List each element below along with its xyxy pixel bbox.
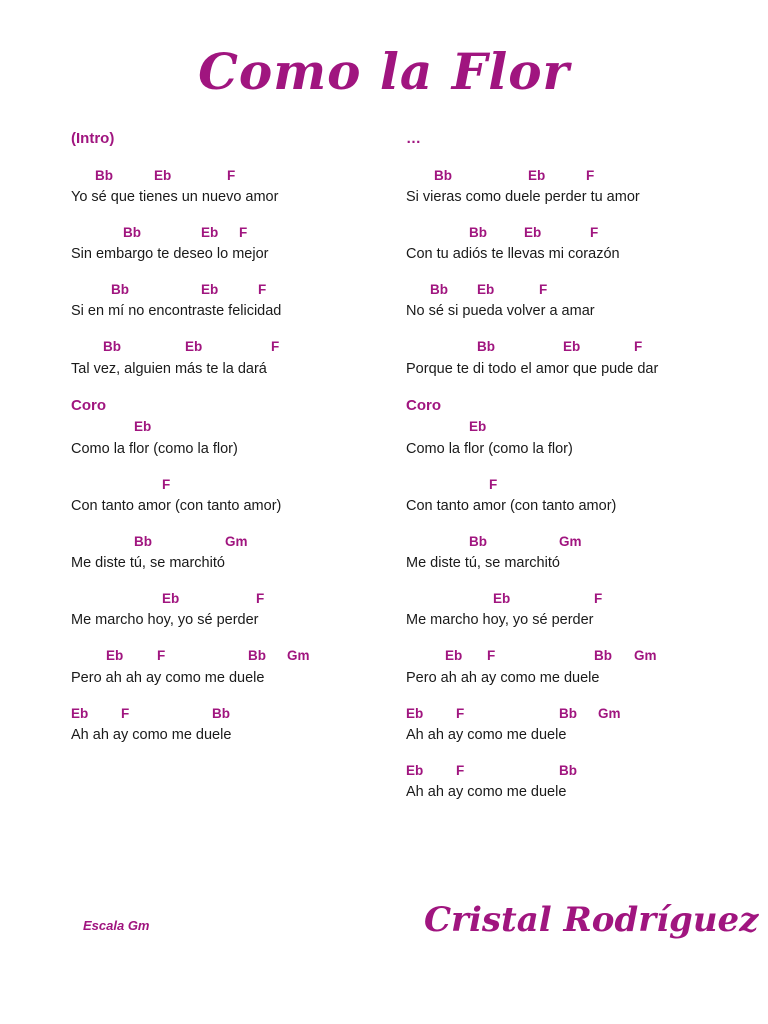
- chord: Bb: [559, 706, 577, 721]
- chord: Eb: [477, 282, 495, 297]
- chord-line: [406, 477, 736, 495]
- chord: Bb: [469, 534, 487, 549]
- chord: F: [121, 706, 130, 721]
- chord: F: [489, 477, 498, 492]
- chord: F: [590, 225, 599, 240]
- chord: F: [456, 763, 465, 778]
- chord: F: [594, 591, 603, 606]
- song-title: Como la Flor: [198, 42, 570, 101]
- chord: Eb: [406, 706, 424, 721]
- chord: F: [239, 225, 248, 240]
- lyric-line: Sin embargo te deseo lo mejor: [71, 246, 269, 262]
- lyric-line: Ah ah ay como me duele: [406, 784, 567, 800]
- chord: Bb: [434, 168, 452, 183]
- chord-line: [71, 591, 401, 609]
- chord-line: [71, 168, 401, 186]
- chord: Bb: [134, 534, 152, 549]
- chord: F: [487, 648, 496, 663]
- coro-label: Coro: [71, 397, 106, 414]
- chord: Bb: [103, 339, 121, 354]
- chord-line: [406, 648, 736, 666]
- chord: Bb: [469, 225, 487, 240]
- chord-line: [71, 419, 401, 437]
- chord: Bb: [95, 168, 113, 183]
- chord: Eb: [201, 225, 219, 240]
- chord: Bb: [477, 339, 495, 354]
- chord: F: [227, 168, 236, 183]
- chord-line: [71, 477, 401, 495]
- chord: Eb: [134, 419, 152, 434]
- chord: F: [157, 648, 166, 663]
- chord: Bb: [248, 648, 266, 663]
- chord-line: [71, 706, 401, 724]
- chord: Eb: [406, 763, 424, 778]
- lyric-line: Pero ah ah ay como me duele: [71, 670, 265, 686]
- chord-line: [71, 648, 401, 666]
- chord: F: [539, 282, 548, 297]
- chord-line: [406, 591, 736, 609]
- lyric-line: Si en mí no encontraste felicidad: [71, 303, 282, 319]
- lyric-line: Como la flor (como la flor): [406, 441, 573, 457]
- chord-line: [406, 339, 736, 357]
- chord: Eb: [162, 591, 180, 606]
- lyric-line: Me marcho hoy, yo sé perder: [406, 612, 594, 628]
- chord: Eb: [106, 648, 124, 663]
- chord: Bb: [123, 225, 141, 240]
- lyric-line: Ah ah ay como me duele: [406, 727, 567, 743]
- lyric-line: Me marcho hoy, yo sé perder: [71, 612, 259, 628]
- chord: Eb: [493, 591, 511, 606]
- chord: F: [258, 282, 267, 297]
- chord: F: [162, 477, 171, 492]
- chord: Eb: [201, 282, 219, 297]
- chord: Eb: [71, 706, 89, 721]
- chord: Gm: [598, 706, 621, 721]
- chord: Bb: [594, 648, 612, 663]
- chord: Eb: [524, 225, 542, 240]
- lyric-line: Pero ah ah ay como me duele: [406, 670, 600, 686]
- chord: Eb: [185, 339, 203, 354]
- chord: Eb: [528, 168, 546, 183]
- chord: Eb: [154, 168, 172, 183]
- lyric-line: Con tanto amor (con tanto amor): [406, 498, 617, 514]
- lyric-line: Si vieras como duele perder tu amor: [406, 189, 640, 205]
- lyric-line: Yo sé que tienes un nuevo amor: [71, 189, 279, 205]
- lyric-line: Me diste tú, se marchitó: [406, 555, 560, 571]
- chord-line: [406, 225, 736, 243]
- lyric-line: No sé si pueda volver a amar: [406, 303, 595, 319]
- chord: F: [271, 339, 280, 354]
- chord: Gm: [634, 648, 657, 663]
- chord-line: [406, 168, 736, 186]
- chord: Bb: [430, 282, 448, 297]
- chord: Bb: [212, 706, 230, 721]
- chord: F: [586, 168, 595, 183]
- chord: Eb: [445, 648, 463, 663]
- chord: F: [634, 339, 643, 354]
- chord-line: [406, 534, 736, 552]
- chord: Bb: [111, 282, 129, 297]
- chord: Eb: [469, 419, 487, 434]
- chord: F: [456, 706, 465, 721]
- lyric-line: Con tanto amor (con tanto amor): [71, 498, 282, 514]
- chord: Gm: [225, 534, 248, 549]
- chord: Gm: [287, 648, 310, 663]
- chord: F: [256, 591, 265, 606]
- chord-line: [71, 225, 401, 243]
- lyric-line: Con tu adiós te llevas mi corazón: [406, 246, 620, 262]
- continuation-label: …: [406, 130, 421, 147]
- lyric-line: Ah ah ay como me duele: [71, 727, 232, 743]
- lyric-line: Como la flor (como la flor): [71, 441, 238, 457]
- lyric-line: Porque te di todo el amor que pude dar: [406, 361, 659, 377]
- chord-line: [406, 419, 736, 437]
- chord-line: [406, 282, 736, 300]
- coro-label: Coro: [406, 397, 441, 414]
- chord: Gm: [559, 534, 582, 549]
- chord-line: [406, 763, 736, 781]
- chord: Eb: [563, 339, 581, 354]
- chord-line: [406, 706, 736, 724]
- chord-line: [71, 339, 401, 357]
- intro-label: (Intro): [71, 130, 115, 147]
- artist-signature: Cristal Rodríguez: [424, 900, 759, 940]
- lyric-line: Tal vez, alguien más te la dará: [71, 361, 267, 377]
- lyric-line: Me diste tú, se marchitó: [71, 555, 225, 571]
- scale-label: Escala Gm: [83, 918, 150, 933]
- chord-line: [71, 282, 401, 300]
- chord-line: [71, 534, 401, 552]
- chord: Bb: [559, 763, 577, 778]
